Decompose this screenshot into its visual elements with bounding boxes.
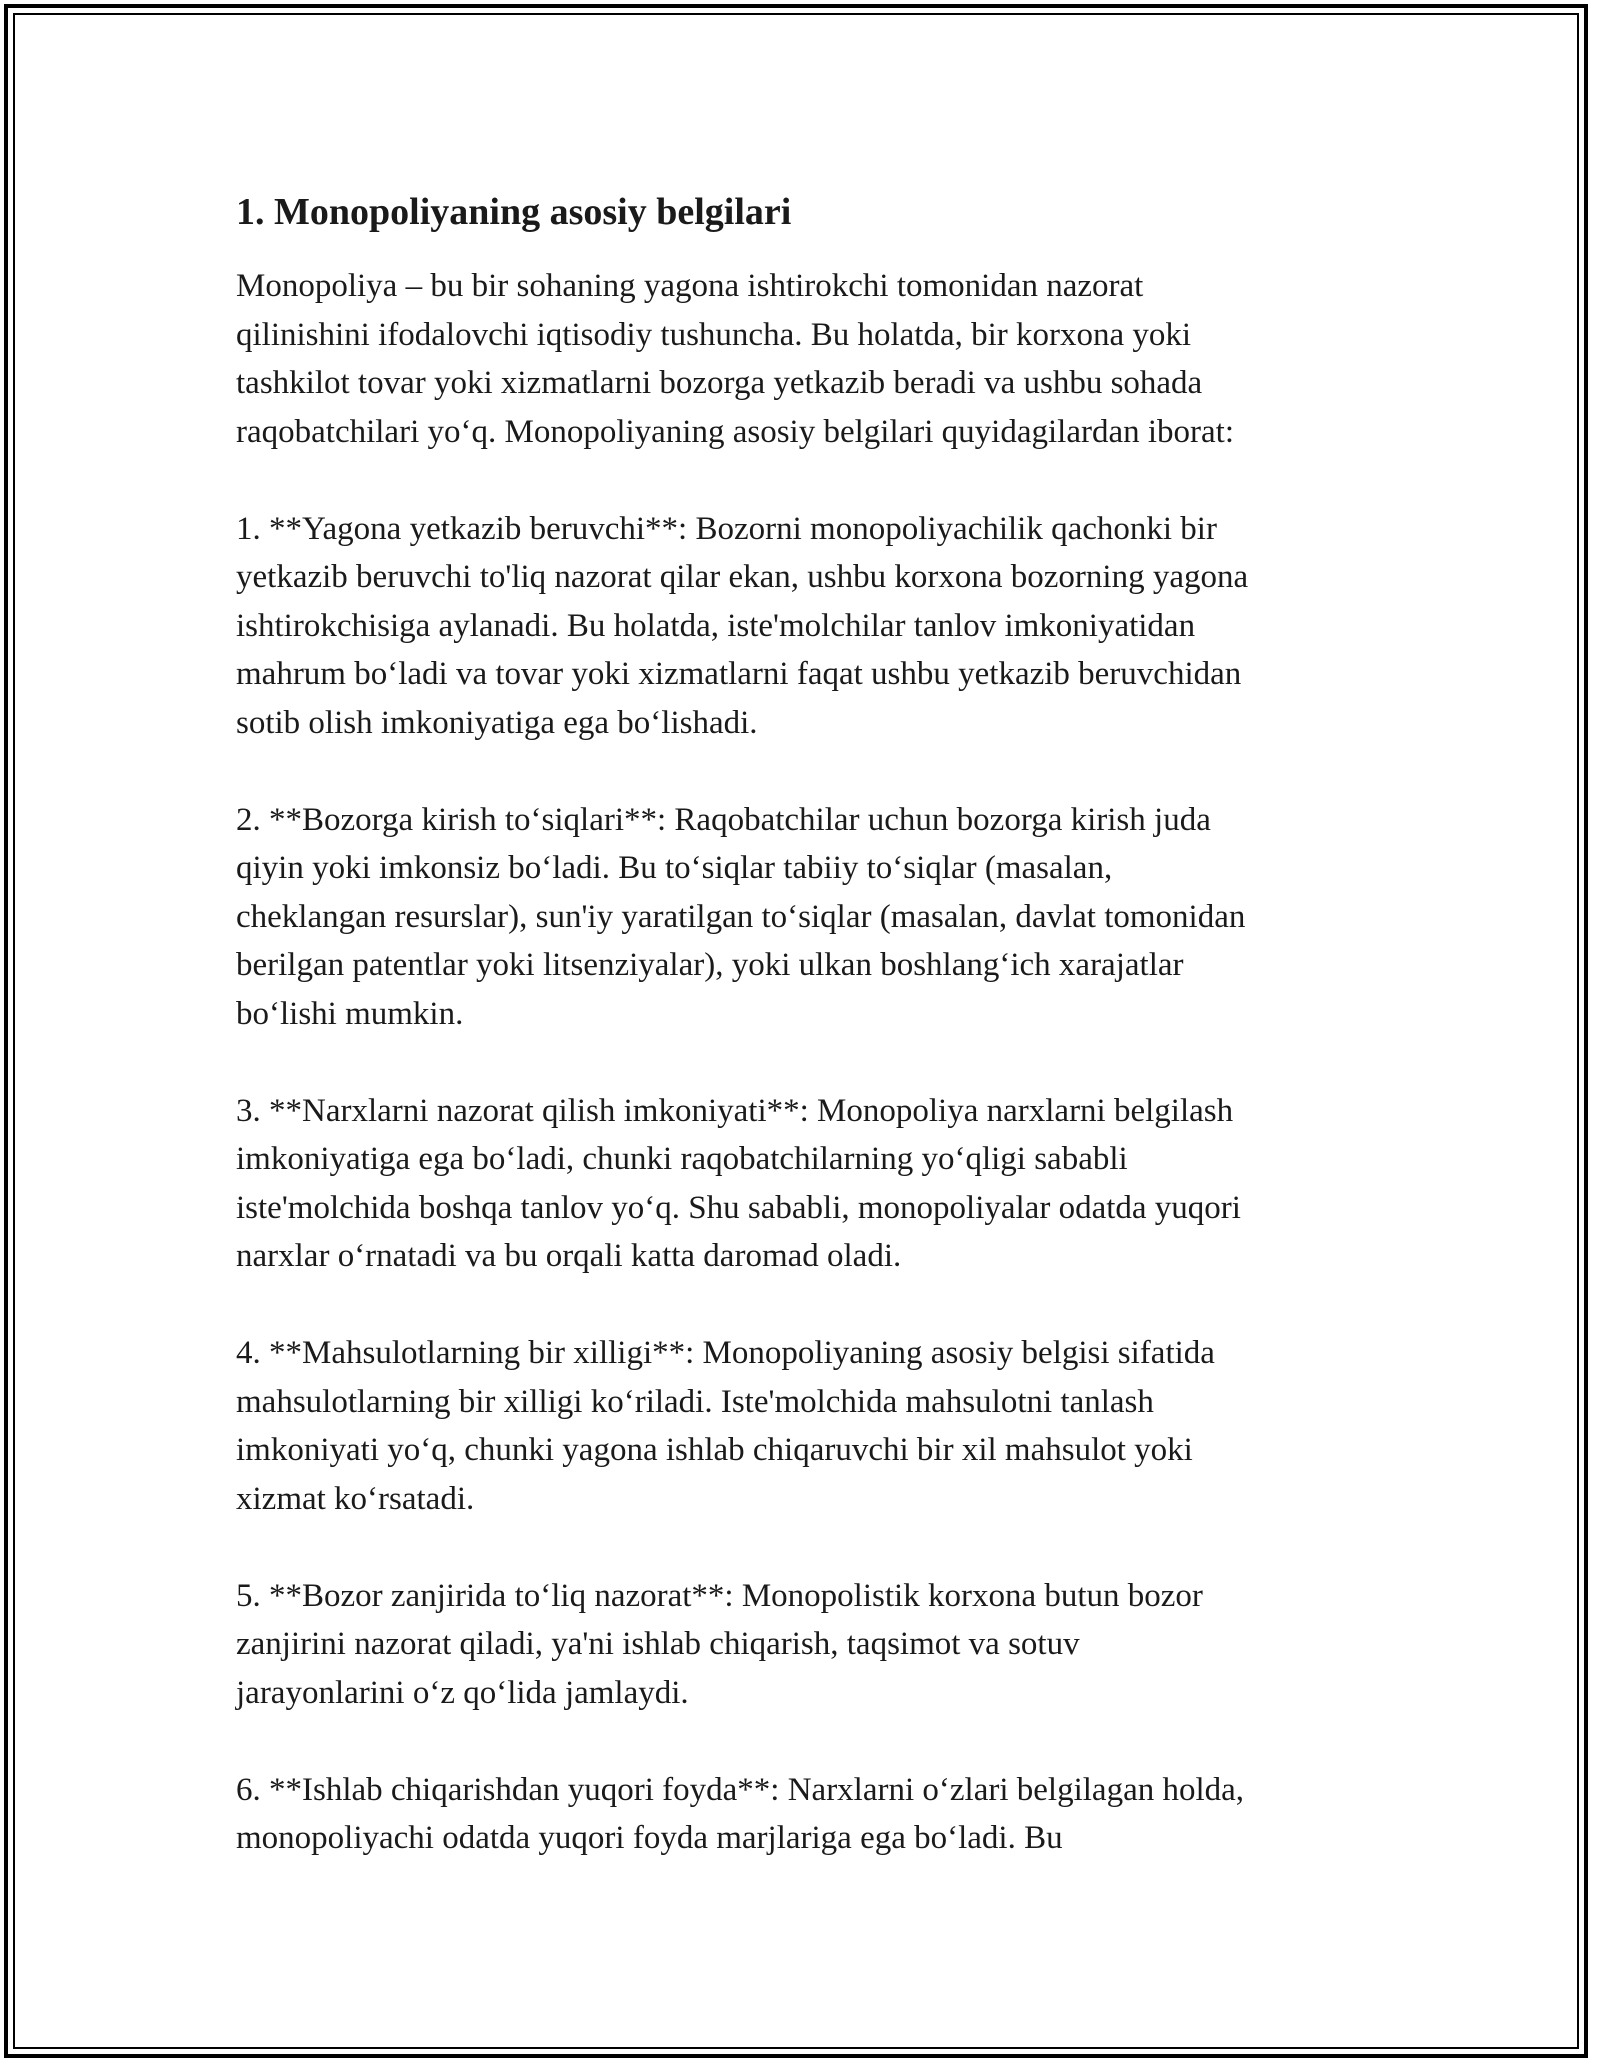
list-item-5: 5. **Bozor zanjirida to‘liq nazorat**: Monopolistik korxona butun bozor zanjirini nazorat qiladi, ya'ni ishlab chiqarish, taqsimot va sotuv jarayonlarini o‘z qo‘lida jamlaydi. <box>236 1577 1203 1711</box>
document-body <box>236 186 1366 1911</box>
list-item-4: 4. **Mahsulotlarning bir xilligi**: Monopoliyaning asosiy belgisi sifatida mahsulotlarning bir xilligi ko‘riladi. Iste'molchida mahsulotni tanlash imkoniyati yo‘q, chunki yagona ishlab chiqaruvchi bir xil mahsulot yoki xizmat ko‘rsatadi. <box>236 1335 1215 1517</box>
intro-paragraph: Monopoliya – bu bir sohaning yagona ishtirokchi tomonidan nazorat qilinishini ifodalovchi iqtisodiy tushuncha. Bu holatda, bir korxona yoki tashkilot tovar yoki xizmatlarni bozorga yetkazib beradi va ushbu sohada raqobatchilari yo‘q. Monopoliyaning asosiy belgilari quyidagilardan iborat: <box>236 268 1235 450</box>
list-item-1: 1. **Yagona yetkazib beruvchi**: Bozorni monopoliyachilik qachonki bir yetkazib beruvchi to'liq nazorat qilar ekan, ushbu korxona bozorning yagona ishtirokchisiga aylanadi. Bu holatda, iste'molchilar tanlov imkoniyatidan mahrum bo‘ladi va tovar yoki xizmatlarni faqat ushbu yetkazib beruvchidan sotib olish imkoniyatiga ega bo‘lishadi. <box>236 510 1249 741</box>
document-title: 1. Monopoliyaning asosiy belgilari <box>236 191 792 233</box>
list-item-6: 6. **Ishlab chiqarishdan yuqori foyda**: Narxlarni o‘zlari belgilagan holda, monopoliyachi odatda yuqori foyda marjlariga ega bo‘ladi. Bu <box>236 1771 1245 1856</box>
list-item-2: 2. **Bozorga kirish to‘siqlari**: Raqobatchilar uchun bozorga kirish juda qiyin yoki imkonsiz bo‘ladi. Bu to‘siqlar tabiiy to‘siqlar (masalan, cheklangan resurslar), sun'iy yaratilgan to‘siqlar (masalan, davlat tomonidan berilgan patentlar yoki litsenziyalar), yoki ulkan boshlang‘ich xarajatlar bo‘lishi mumkin. <box>236 801 1246 1032</box>
list-item-3: 3. **Narxlarni nazorat qilish imkoniyati**: Monopoliya narxlarni belgilash imkoniyatiga ega bo‘ladi, chunki raqobatchilarning yo‘qligi sababli iste'molchida boshqa tanlov yo‘q. Shu sababli, monopoliyalar odatda yuqori narxlar o‘rnatadi va bu orqali katta daromad oladi. <box>236 1092 1241 1274</box>
